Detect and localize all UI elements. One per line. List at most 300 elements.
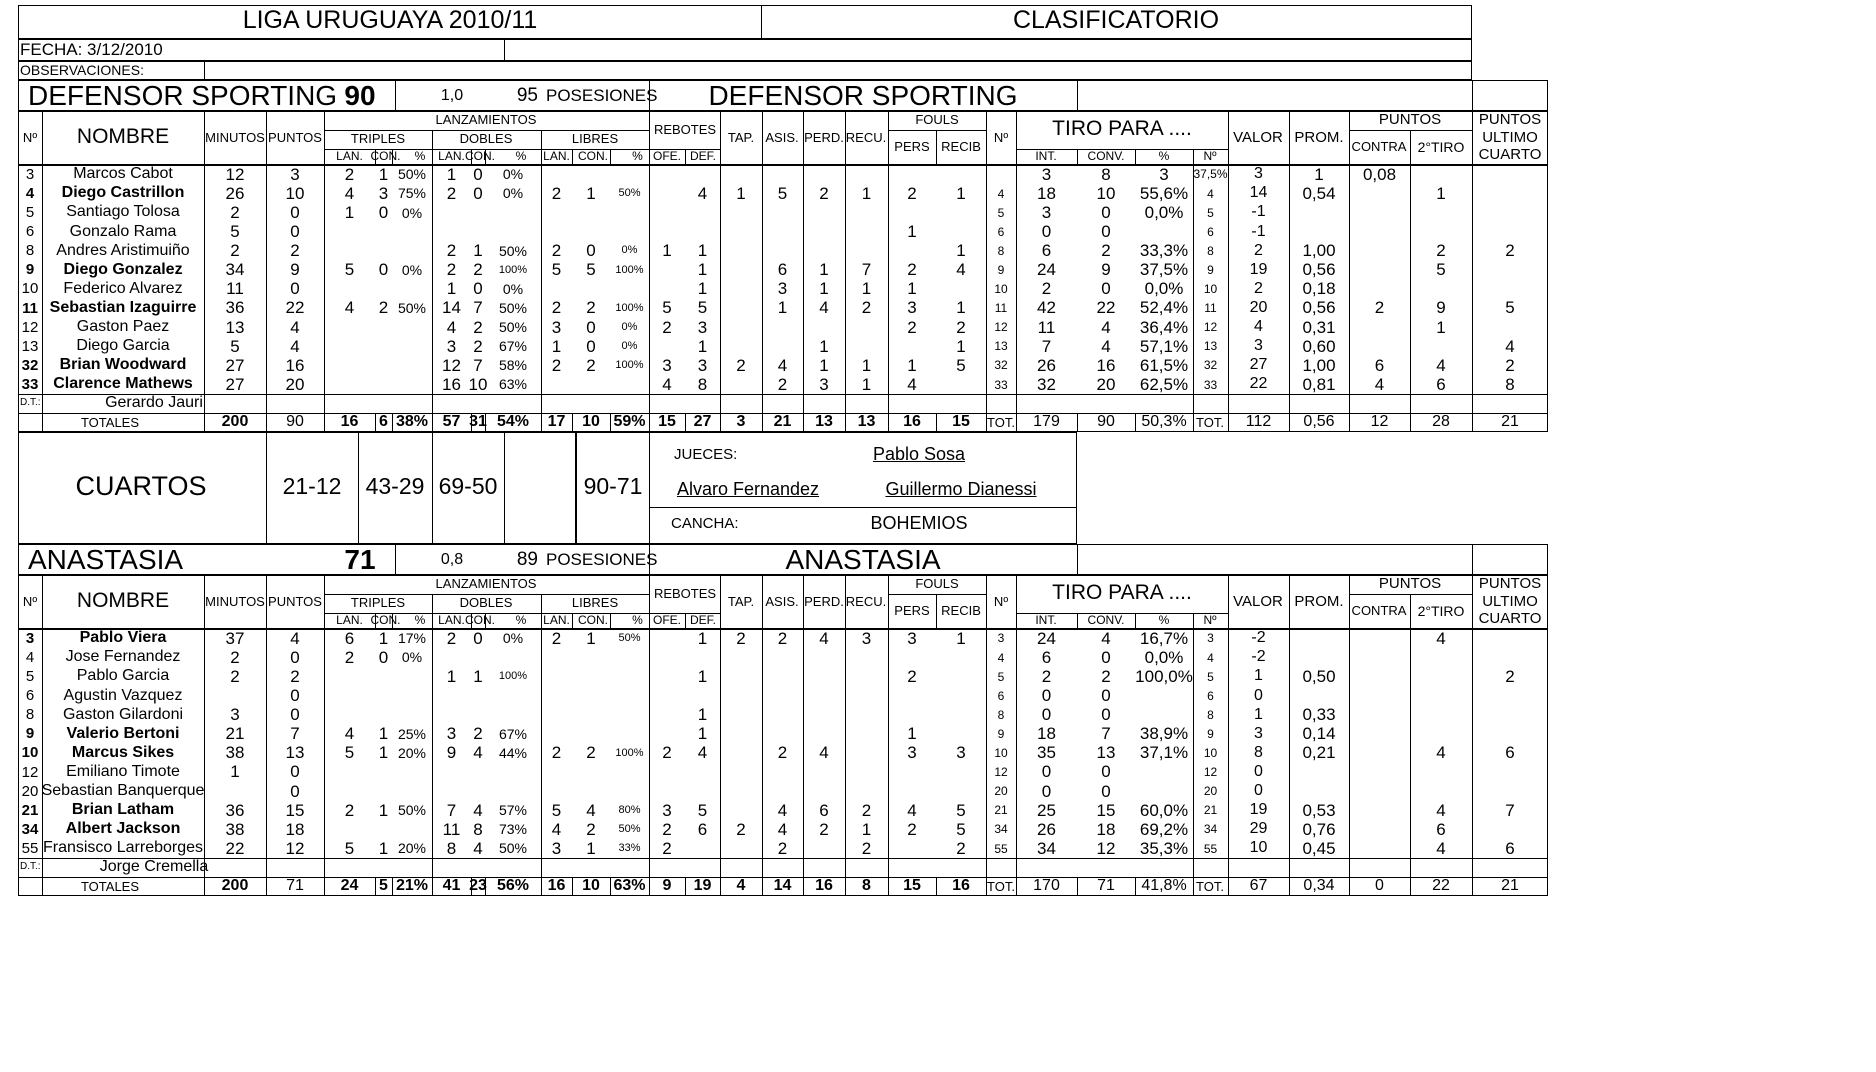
stat-cell: 100% <box>498 670 528 683</box>
stat-cell: 58% <box>498 357 528 374</box>
player-name: Santiago Tolosa <box>66 203 180 221</box>
stat-cell: 7 <box>473 355 483 375</box>
stat-cell: 50% <box>498 300 528 317</box>
stat-cell: 37,1% <box>1139 743 1189 763</box>
stat-cell: 1 <box>697 724 708 744</box>
tot-label-2: TOT. <box>1196 415 1224 431</box>
rule <box>541 130 542 165</box>
stat-cell: 7 <box>861 260 872 280</box>
header-shots: LANZAMIENTOS <box>435 576 537 592</box>
stat-cell: 5 <box>230 222 240 241</box>
total-cell: 21 <box>1501 877 1519 895</box>
rule <box>888 629 889 896</box>
header-num: Nº <box>22 129 38 145</box>
rule <box>685 877 686 896</box>
player-name: Brian Woodward <box>59 356 187 374</box>
stat-cell: 1 <box>956 183 966 203</box>
header-pct-2: % <box>1158 613 1170 628</box>
stat-cell: 21 <box>994 803 1008 818</box>
stat-cell: 0 <box>1254 782 1263 800</box>
stat-cell: 20 <box>994 784 1008 799</box>
total-cell: 28 <box>1432 413 1450 431</box>
total-cell: 90 <box>1097 413 1115 431</box>
stat-cell: 38 <box>225 819 245 839</box>
stat-cell: 27 <box>225 374 245 394</box>
stat-cell: 0 <box>473 164 483 184</box>
header-num-2: Nº <box>993 129 1009 145</box>
total-cell: 50,3% <box>1141 413 1187 431</box>
player-name: Gonzalo Rama <box>69 222 177 240</box>
player-name: Agustin Vazquez <box>63 686 183 704</box>
stat-cell: 3 <box>290 164 300 184</box>
stat-cell: 100% <box>615 359 644 371</box>
player-number: 32 <box>21 356 39 374</box>
rule <box>649 507 1077 508</box>
stat-cell: 15 <box>1096 800 1116 820</box>
stat-cell: 1 <box>1314 164 1324 184</box>
stat-cell: 1 <box>907 222 917 241</box>
possessions-label: POSESIONES <box>546 85 658 105</box>
stat-cell: 42 <box>1037 298 1056 318</box>
rule <box>1289 111 1290 165</box>
stat-cell: 1 <box>819 336 829 356</box>
stat-cell: 9 <box>1436 298 1446 318</box>
stat-cell: 2 <box>662 743 672 763</box>
stat-cell: 18 <box>285 819 305 839</box>
header-frees: LIBRES <box>571 595 619 611</box>
header-tap: TAP. <box>727 593 755 609</box>
stat-cell: 13 <box>1096 743 1116 763</box>
player-number: 12 <box>21 763 39 781</box>
team-possessions: 95 <box>516 84 538 106</box>
stat-cell: 5 <box>956 355 966 375</box>
header-triples: TRIPLES <box>350 131 406 147</box>
stat-cell: 12 <box>994 320 1008 335</box>
header-puntos: PUNTOS <box>1378 575 1442 593</box>
stat-cell: 4 <box>777 819 788 839</box>
header-int: INT. <box>1035 149 1057 164</box>
stat-cell: 4 <box>473 743 483 763</box>
total-cell: 3 <box>736 413 746 431</box>
stat-cell: 4 <box>662 374 672 394</box>
stat-cell: 5 <box>344 260 355 280</box>
total-cell: 22 <box>1432 877 1450 895</box>
stat-cell: 13 <box>285 743 305 763</box>
player-number: 8 <box>25 706 35 724</box>
rule <box>762 165 763 432</box>
rule <box>720 111 721 165</box>
stat-cell: 14 <box>1249 184 1268 202</box>
stat-cell: 33 <box>1203 377 1218 392</box>
stat-cell: 2 <box>551 628 562 648</box>
stat-cell: 61,5% <box>1139 355 1189 375</box>
stat-cell: 16 <box>442 374 461 394</box>
rule <box>1410 629 1411 896</box>
stat-cell: 4 <box>1436 838 1446 858</box>
header-conv: CONV. <box>1087 149 1125 164</box>
stat-cell: 2 <box>907 317 917 337</box>
stat-cell: 1 <box>473 666 483 686</box>
stat-cell: 2 <box>1505 355 1515 375</box>
stat-cell: 0 <box>1041 705 1052 725</box>
stat-cell: 6 <box>1505 838 1515 858</box>
stat-cell: 16,7% <box>1139 628 1189 648</box>
team-name: DEFENSOR SPORTING <box>28 79 338 111</box>
stat-cell: 2 <box>1254 241 1263 259</box>
stat-cell: 4 <box>819 298 829 318</box>
stat-cell: 1 <box>907 279 917 299</box>
stat-cell: 0% <box>502 280 524 297</box>
total-cell: 41 <box>442 877 461 895</box>
header-segundo-tiro: 2°TIRO <box>1417 138 1465 155</box>
stat-cell: 0,45 <box>1302 838 1336 858</box>
stat-cell: 0,0% <box>1144 202 1184 222</box>
stat-cell: 63% <box>498 376 528 393</box>
stat-cell: 4 <box>1207 650 1214 665</box>
stat-cell: 26 <box>1037 355 1056 375</box>
total-cell: 90 <box>286 413 304 431</box>
stat-cell: 1 <box>956 298 966 318</box>
rule <box>610 613 611 629</box>
rule <box>42 165 43 432</box>
stat-cell: 1 <box>697 260 708 280</box>
player-name: Sebastian Izaguirre <box>49 298 197 316</box>
stat-cell: 13 <box>994 339 1008 354</box>
stat-cell: 10 <box>468 374 488 394</box>
judges-label: JUECES: <box>674 445 738 463</box>
rule <box>1472 575 1473 629</box>
stat-cell: 35,3% <box>1139 838 1189 858</box>
stat-cell: 22 <box>225 838 245 858</box>
team-name-right: DEFENSOR SPORTING <box>708 79 1018 111</box>
coach-name: Jorge Cremella <box>99 857 209 875</box>
stat-cell: 0 <box>1101 647 1111 667</box>
stat-cell: 8 <box>1207 243 1214 258</box>
stat-cell: 21 <box>225 724 245 744</box>
stat-cell: 0 <box>1101 222 1111 241</box>
rule <box>1193 613 1194 629</box>
stat-cell: 5 <box>777 183 788 203</box>
stat-cell: 0 <box>1101 279 1111 299</box>
header-int: INT. <box>1035 613 1057 628</box>
stat-cell: 0,60 <box>1302 336 1336 356</box>
stat-cell: 7 <box>1505 800 1515 820</box>
stat-cell: 9 <box>997 262 1005 277</box>
stat-cell: 10 <box>994 282 1008 297</box>
rule <box>1077 877 1078 896</box>
stat-cell: 2 <box>551 183 562 203</box>
total-cell: 13 <box>815 413 833 431</box>
stat-cell: 6 <box>777 260 788 280</box>
stat-cell: 2 <box>230 666 240 686</box>
rule <box>1410 594 1411 629</box>
player-number: 10 <box>21 280 39 298</box>
stat-cell: 10 <box>1249 839 1268 857</box>
stat-cell: 10 <box>1203 282 1218 297</box>
header-shots: LANZAMIENTOS <box>435 112 537 128</box>
stat-cell: 33,3% <box>1139 241 1189 261</box>
stat-cell: 50% <box>397 166 427 183</box>
header-recib: RECIB <box>941 139 981 155</box>
header-rebounds: REBOTES <box>653 585 717 601</box>
header-pct: % <box>515 149 527 164</box>
stat-cell: 8 <box>997 707 1005 722</box>
rule <box>1135 149 1136 165</box>
stat-cell: 0 <box>290 279 300 299</box>
stat-cell: 13 <box>225 317 245 337</box>
title-box <box>18 5 1472 39</box>
stat-cell: 0% <box>401 261 423 278</box>
stat-cell: 4 <box>907 800 917 820</box>
stat-cell: 5 <box>551 260 562 280</box>
rule <box>986 575 987 629</box>
stat-cell: 5 <box>586 260 596 280</box>
stat-cell: 2 <box>230 647 240 667</box>
player-name: Andres Aristimuiño <box>56 241 190 259</box>
stat-cell: 3 <box>1254 724 1263 742</box>
stat-cell: 12 <box>225 164 245 184</box>
header-num: Nº <box>22 593 38 609</box>
header-con: CON. <box>578 149 608 164</box>
rule <box>324 165 325 432</box>
observations-label: OBSERVACIONES: <box>20 62 144 79</box>
stat-cell: 9 <box>997 726 1005 741</box>
stat-cell: 0 <box>378 202 389 222</box>
stat-cell: 2 <box>662 317 672 337</box>
rule <box>266 575 267 629</box>
stat-cell: 2 <box>777 628 788 648</box>
player-name: Federico Alvarez <box>63 279 183 297</box>
total-cell: 16 <box>815 877 833 895</box>
stat-cell: 6 <box>1041 241 1052 261</box>
rule <box>572 149 573 165</box>
stat-cell: 1 <box>861 279 872 299</box>
stat-cell: 0 <box>586 336 596 356</box>
header-pct-2: % <box>1158 149 1170 164</box>
stat-cell: 4 <box>290 317 300 337</box>
stat-cell: 3 <box>1041 164 1052 184</box>
stat-cell: 75% <box>397 185 427 202</box>
player-number: 12 <box>21 318 39 336</box>
stat-cell: 5 <box>344 838 355 858</box>
header-lan: LAN. <box>336 613 363 628</box>
stat-cell: 22 <box>285 298 305 318</box>
total-cell: 0,56 <box>1303 413 1335 431</box>
rule <box>762 629 763 896</box>
stat-cell: 6 <box>1207 688 1214 703</box>
stat-cell: 2 <box>736 355 746 375</box>
rule <box>936 130 937 165</box>
stat-cell: 26 <box>1037 819 1056 839</box>
stat-cell: 2 <box>551 298 562 318</box>
stat-cell: 2 <box>956 838 966 858</box>
stat-cell: 0 <box>290 781 300 801</box>
stat-cell: 0,56 <box>1302 260 1336 280</box>
rule <box>1228 629 1229 896</box>
header-points: PUNTOS <box>268 593 322 609</box>
stat-cell: 100% <box>615 263 644 276</box>
rule <box>685 413 686 432</box>
stat-cell: 29 <box>1249 820 1268 838</box>
header-minutes: MINUTOS <box>205 593 265 609</box>
quarter-score: 69-50 <box>438 473 498 500</box>
stat-cell: 100% <box>498 263 528 276</box>
header-ultimo-cuarto: ULTIMO <box>1482 592 1538 610</box>
total-cell: 27 <box>693 413 712 431</box>
rule <box>1016 575 1017 629</box>
rule <box>1349 575 1350 629</box>
stat-cell: 1 <box>697 628 708 648</box>
total-cell: 5 <box>379 877 388 895</box>
stat-cell: 2 <box>907 819 917 839</box>
header-con: CON. <box>370 149 401 164</box>
rule <box>266 432 267 544</box>
stat-cell: 11 <box>442 819 461 839</box>
header-segundo-tiro: 2°TIRO <box>1417 602 1465 619</box>
stat-cell: 4 <box>551 819 562 839</box>
stat-cell: 3 <box>1159 164 1169 184</box>
stat-cell: 10 <box>994 746 1008 761</box>
stat-cell: 10 <box>285 183 305 203</box>
judge-name: Guillermo Dianessi <box>885 479 1037 500</box>
stat-cell: 50% <box>618 823 641 835</box>
stat-cell: 26 <box>225 183 245 203</box>
stat-cell: 4 <box>1254 318 1263 336</box>
stat-cell: -1 <box>1251 222 1266 240</box>
rule <box>1472 111 1473 165</box>
stat-cell: 62,5% <box>1139 374 1189 394</box>
stat-cell: 69,2% <box>1139 819 1189 839</box>
team-title-row <box>18 544 1548 575</box>
rule <box>845 629 846 896</box>
stat-cell: 0% <box>502 185 524 202</box>
player-number: 6 <box>25 223 35 241</box>
total-cell: 71 <box>1097 877 1115 895</box>
header-pct: % <box>414 613 426 628</box>
totals-label: TOTALES <box>80 879 140 895</box>
stat-cell: 2 <box>736 819 746 839</box>
player-number: 20 <box>21 782 39 800</box>
header-con: CON. <box>465 613 495 628</box>
stat-cell: 5 <box>1207 669 1214 684</box>
stat-cell: 35 <box>1037 743 1056 763</box>
stat-cell: 0 <box>290 222 300 241</box>
stat-cell: 0,0% <box>1144 279 1184 299</box>
stat-cell: 0% <box>401 204 423 221</box>
rule <box>888 594 986 595</box>
coach-name: Gerardo Jauri <box>105 393 203 411</box>
player-name: Pablo Garcia <box>76 667 170 685</box>
stat-cell: 2 <box>819 819 829 839</box>
stat-cell: 4 <box>777 800 788 820</box>
stat-cell: 67% <box>498 725 528 742</box>
rule <box>936 413 937 432</box>
stat-cell: 1 <box>907 724 917 744</box>
stat-cell: 20 <box>1249 298 1268 316</box>
header-ultimo-cuarto: ULTIMO <box>1482 128 1538 146</box>
stat-cell: 1,00 <box>1302 355 1336 375</box>
header-lan: LAN. <box>336 149 363 164</box>
stat-cell: 50% <box>397 300 427 317</box>
stat-cell: 1 <box>662 241 672 261</box>
stat-cell: 0 <box>473 279 483 299</box>
stat-cell: 4 <box>290 628 300 648</box>
header-num-3: Nº <box>1203 149 1217 164</box>
player-name: Marcos Cabot <box>73 165 173 183</box>
header-ultimo-cuarto: CUARTO <box>1478 145 1542 163</box>
total-cell: 54% <box>496 413 530 431</box>
stat-cell: 4 <box>1436 743 1446 763</box>
stat-cell: 4 <box>586 800 596 820</box>
stat-cell: 34 <box>994 822 1008 837</box>
stat-cell: 6 <box>697 819 708 839</box>
header-prom: PROM. <box>1294 592 1344 610</box>
header-ultimo-cuarto: PUNTOS <box>1478 574 1542 592</box>
stat-cell: 2 <box>551 355 562 375</box>
stat-cell: 6 <box>819 800 829 820</box>
stat-cell: 50% <box>498 242 528 259</box>
rule <box>1077 80 1078 111</box>
stat-cell: 0 <box>1101 781 1111 801</box>
header-tiro-para: TIRO PARA .... <box>1052 117 1192 141</box>
quarter-score: 43-29 <box>365 473 425 500</box>
header-minutes: MINUTOS <box>205 129 265 145</box>
header-contra: CONTRA <box>1351 603 1407 619</box>
stat-cell: 36 <box>225 800 245 820</box>
stat-cell: 2 <box>551 241 562 261</box>
stat-cell: 2 <box>1505 241 1515 261</box>
player-number: 9 <box>25 261 35 279</box>
stat-cell: 2 <box>473 336 483 356</box>
header-pct: % <box>414 149 426 164</box>
stat-cell: 2 <box>586 298 596 318</box>
header-def: DEF. <box>689 149 717 164</box>
stat-cell: 1 <box>446 164 457 184</box>
stat-cell: 0 <box>1254 762 1263 780</box>
rule <box>845 165 846 432</box>
stat-cell: 8 <box>1254 743 1263 761</box>
player-number: 13 <box>21 337 39 355</box>
stat-cell: 0,56 <box>1302 298 1336 318</box>
team-score: 90 <box>344 79 376 111</box>
total-cell: 12 <box>1370 413 1389 431</box>
stat-cell: 17% <box>397 630 427 647</box>
stat-cell: 0,21 <box>1302 743 1336 763</box>
stat-cell: 11 <box>1204 301 1217 316</box>
stat-cell: 4 <box>997 186 1005 201</box>
stat-cell: 8 <box>1505 374 1515 394</box>
rule <box>504 39 505 61</box>
stat-cell: 44% <box>498 744 528 761</box>
stat-cell: 73% <box>498 821 528 838</box>
rule <box>720 629 721 896</box>
total-cell: 15 <box>952 413 970 431</box>
stat-cell: 3 <box>446 724 457 744</box>
stat-cell: 55 <box>1203 841 1218 856</box>
stat-cell: 2 <box>907 666 917 686</box>
stat-cell: 3 <box>378 183 389 203</box>
quarter-score: 90-71 <box>583 473 643 500</box>
team-name-right: ANASTASIA <box>785 543 941 575</box>
phase-title: CLASIFICATORIO <box>1012 6 1220 35</box>
stat-cell: 6 <box>1374 355 1385 375</box>
stat-cell: 12 <box>1203 765 1218 780</box>
stat-cell: 1 <box>446 279 457 299</box>
stat-cell: 2 <box>861 298 872 318</box>
rule <box>1228 111 1229 165</box>
rule <box>610 877 611 896</box>
stat-cell: 3 <box>551 317 562 337</box>
